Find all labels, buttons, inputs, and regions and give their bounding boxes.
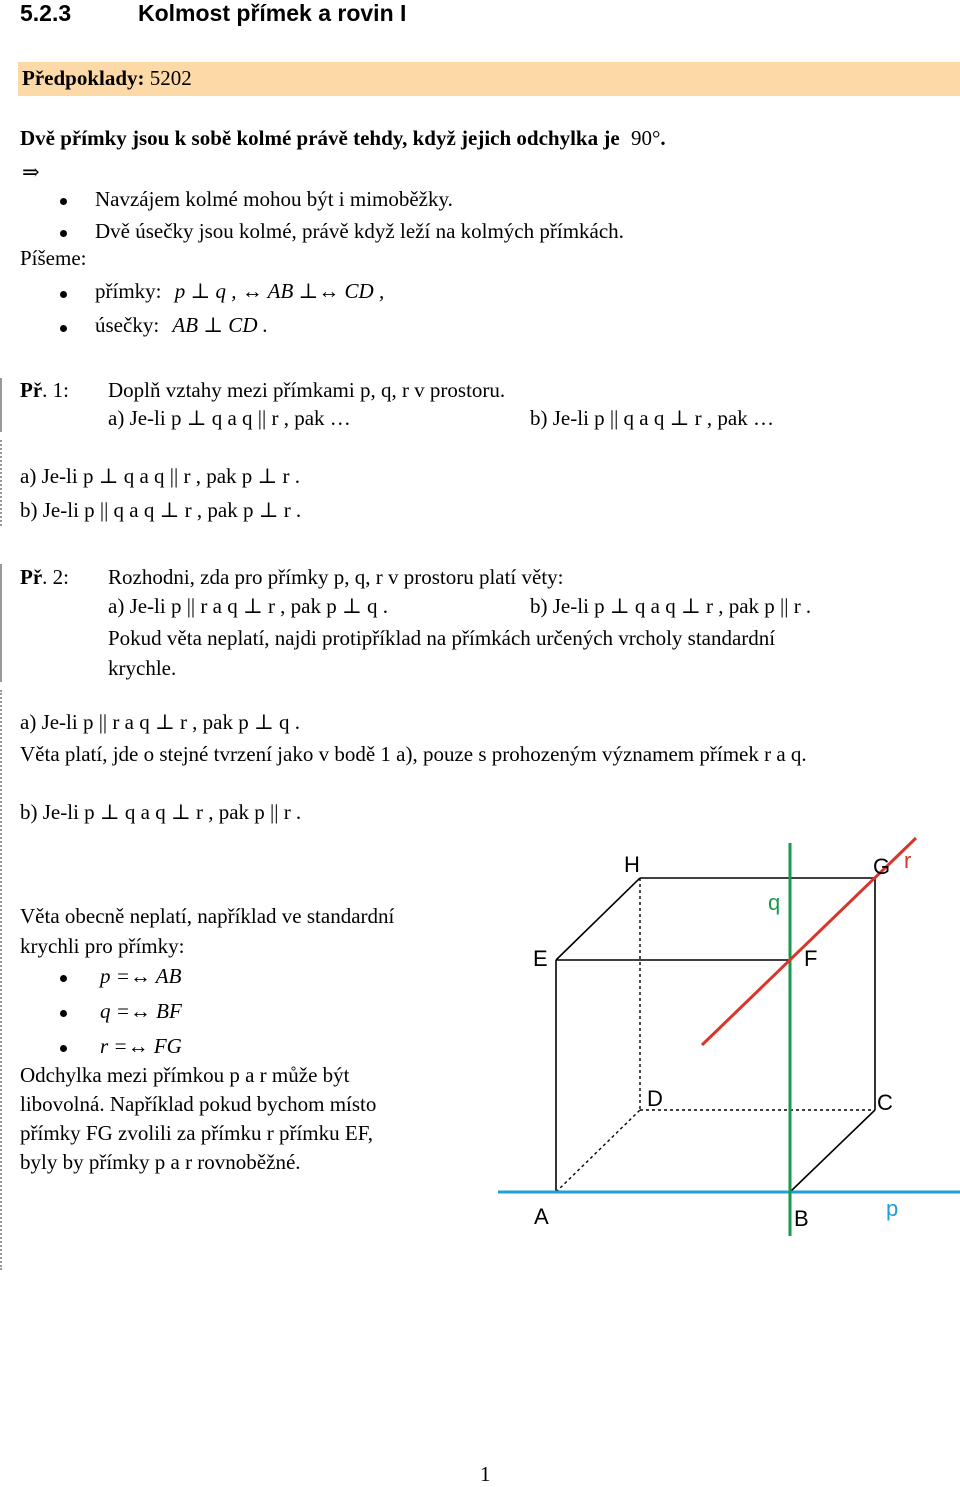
ex2-note-1: Pokud věta neplatí, najdi protipříklad na přímkách určených vrcholy standardní xyxy=(108,626,776,650)
consequence-1: Navzájem kolmé mohou být i mimoběžky. xyxy=(95,187,453,211)
notation-segments-label: úsečky: xyxy=(95,313,160,337)
vertex-c-label: C xyxy=(877,1090,893,1115)
vertex-d-label: D xyxy=(647,1086,663,1111)
line-r-label: r xyxy=(904,848,912,873)
ex2-solution-a: a) Je-li p || r a q ⊥ r , pak p ⊥ q . xyxy=(20,710,301,734)
counter-text-3: přímky FG zvolili za přímku r přímku EF, xyxy=(20,1121,373,1145)
ex2-solution-a-text: Věta platí, jde o stejné tvrzení jako v bodě 1 a), pouze s prohozeným významem přímek r a q. xyxy=(20,742,807,766)
counter-text-1: Odchylka mezi přímkou p a r může být xyxy=(20,1063,350,1087)
notation-segments-expr: AB ⊥ CD . xyxy=(172,313,268,337)
ex1-b: b) Je-li p || q a q ⊥ r , pak … xyxy=(530,406,774,430)
counter-text-2: libovolná. Například pokud bychom místo xyxy=(20,1092,377,1116)
page-number: 1 xyxy=(480,1462,491,1486)
prereq-value: 5202 xyxy=(149,66,192,90)
edge-ad xyxy=(556,1110,640,1192)
ex1-a: a) Je-li p ⊥ q a q || r , pak … xyxy=(108,406,351,430)
vertex-a-label: A xyxy=(534,1204,549,1229)
notation-lines-expr: p ⊥ q , ↔ AB ⊥↔ CD , xyxy=(174,279,385,303)
vertex-e-label: E xyxy=(533,946,548,971)
vertex-g-label: G xyxy=(873,854,891,879)
counter-text-4: byly by přímky p a r rovnoběžné. xyxy=(20,1150,301,1174)
ex2-note-2: krychle. xyxy=(108,656,177,680)
vertex-b-label: B xyxy=(794,1206,809,1231)
definition: Dvě přímky jsou k sobě kolmé právě tehdy, když jejich odchylka je 90°. xyxy=(20,126,666,150)
ex1-task: Doplň vztahy mezi přímkami p, q, r v prostoru. xyxy=(108,378,506,402)
ex2-a: a) Je-li p || r a q ⊥ r , pak p ⊥ q . xyxy=(108,594,389,618)
vertex-f-label: F xyxy=(804,946,818,971)
definition-angle: 90° xyxy=(630,126,661,150)
ex2-label: Př. 2: xyxy=(20,565,69,589)
line-p-label: p xyxy=(886,1196,899,1221)
edge-eh xyxy=(556,878,640,960)
definition-text: Dvě přímky jsou k sobě kolmé právě tehdy, když jejich odchylka je xyxy=(20,126,620,150)
section-title: Kolmost přímek a rovin I xyxy=(138,0,407,26)
ex2-b: b) Je-li p ⊥ q a q ⊥ r , pak p || r . xyxy=(530,594,812,618)
section-number: 5.2.3 xyxy=(20,0,72,26)
prereq-label: Předpoklady: xyxy=(22,66,145,90)
counter-item-r: r =↔ FG xyxy=(100,1034,182,1058)
consequence-2: Dvě úsečky jsou kolmé, právě když leží na kolmých přímkách. xyxy=(95,219,624,243)
vertex-h-label: H xyxy=(624,852,640,877)
ex2-task: Rozhodni, zda pro přímky p, q, r v prostoru platí věty: xyxy=(108,565,564,589)
edge-bc xyxy=(790,1110,875,1192)
notation-lines-label: přímky: xyxy=(95,279,162,303)
counter-item-q: q =↔ BF xyxy=(100,999,182,1023)
ex1-label: Př. 1: xyxy=(20,378,69,402)
counter-item-p: p =↔ AB xyxy=(100,964,182,988)
counter-line-1: Věta obecně neplatí, například ve standardní xyxy=(20,904,395,928)
counter-line-2: krychli pro přímky: xyxy=(20,934,185,958)
notation-heading: Píšeme: xyxy=(20,246,87,270)
line-q-label: q xyxy=(768,890,781,915)
ex2-solution-b: b) Je-li p ⊥ q a q ⊥ r , pak p || r . xyxy=(20,800,302,824)
ex1-solution-b: b) Je-li p || q a q ⊥ r , pak p ⊥ r . xyxy=(20,498,302,522)
implies-symbol: ⇒ xyxy=(22,160,40,184)
ex1-solution-a: a) Je-li p ⊥ q a q || r , pak p ⊥ r . xyxy=(20,464,301,488)
